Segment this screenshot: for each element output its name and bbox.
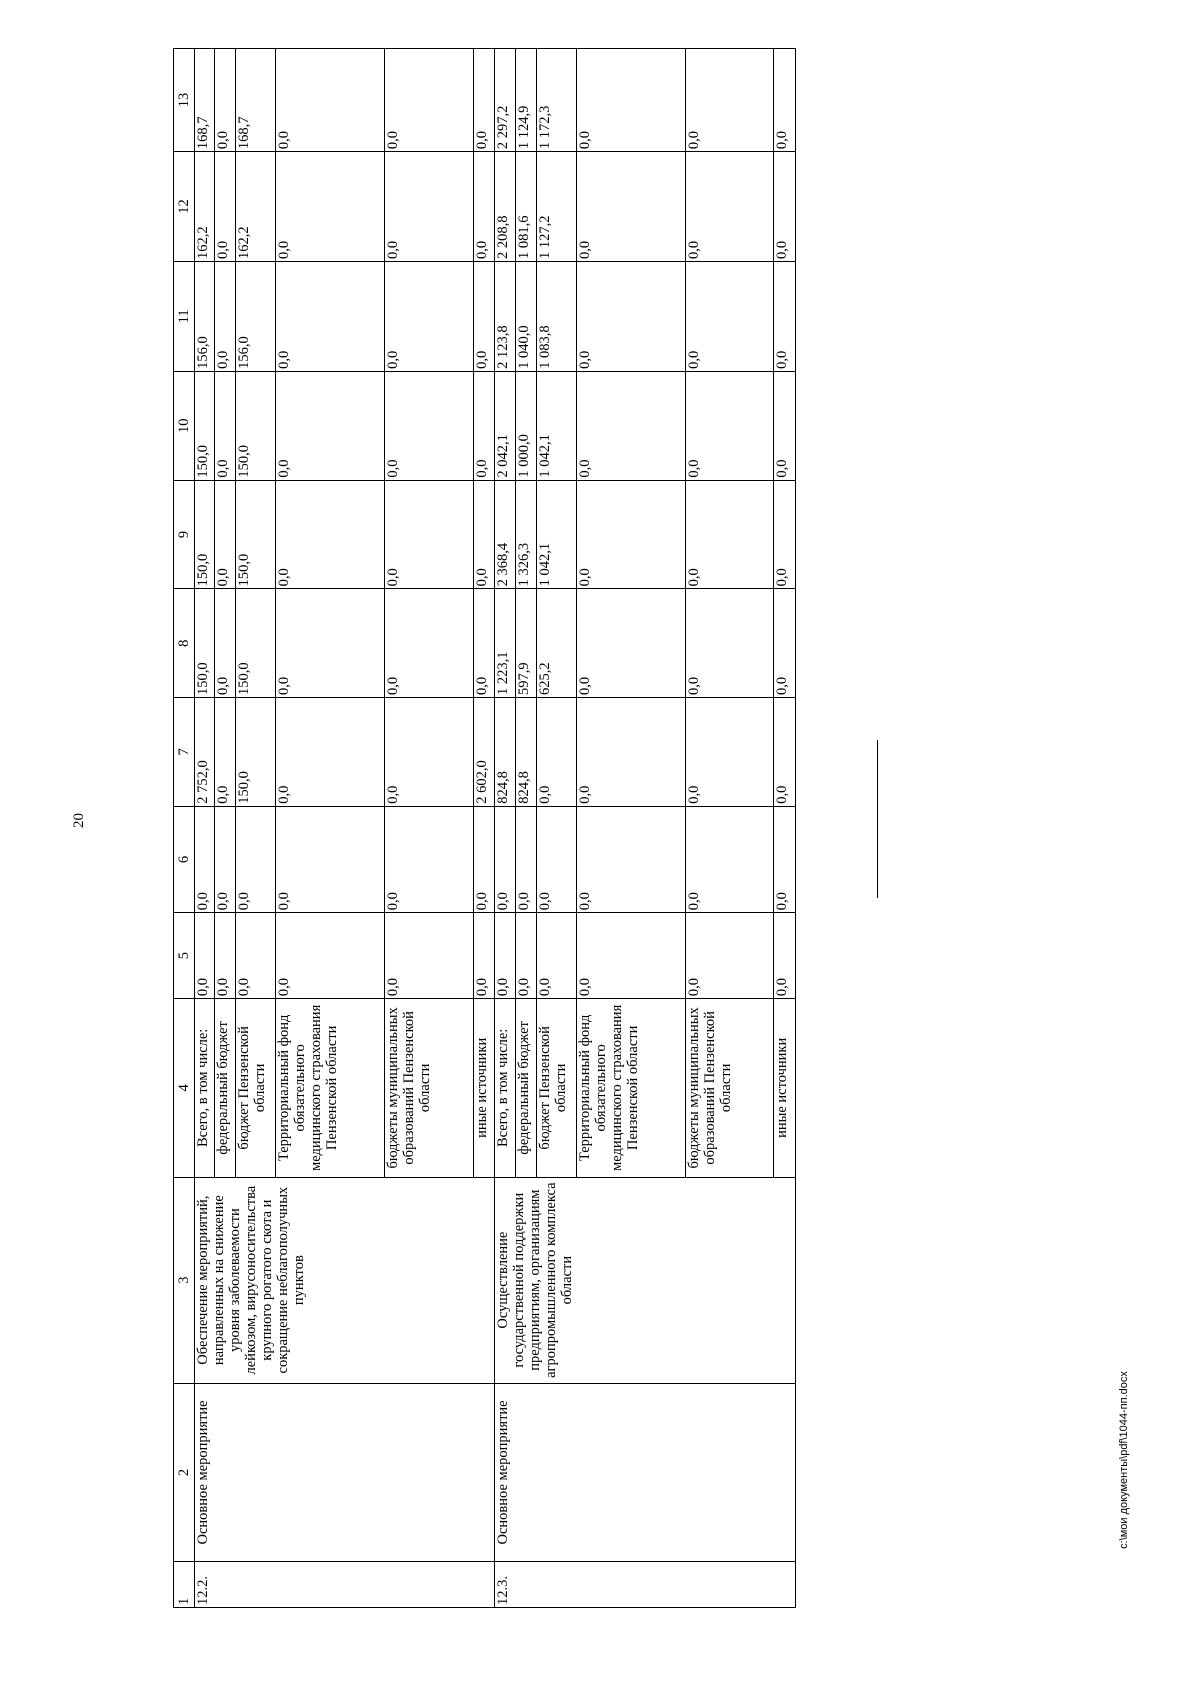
value-cell: 0,0 — [385, 589, 473, 698]
value-cell: 0,0 — [276, 480, 385, 589]
item-name: Осуществление государственной поддержки предприятиям, организациям агропромышленного комплекса области — [495, 1177, 796, 1383]
column-number-header: 3 — [174, 1177, 195, 1383]
column-number-header: 13 — [174, 49, 195, 152]
value-cell: 0,0 — [536, 806, 576, 912]
value-cell: 0,0 — [276, 371, 385, 480]
item-type: Основное мероприятие — [495, 1383, 796, 1562]
funding-source: бюджеты муниципальных образований Пензенской области — [385, 999, 473, 1178]
separator-line — [877, 740, 878, 898]
value-cell: 1 042,1 — [536, 480, 576, 589]
table-row — [194, 49, 215, 1608]
value-cell: 2 297,2 — [495, 49, 516, 152]
value-cell: 0,0 — [215, 480, 236, 589]
value-cell: 0,0 — [536, 913, 576, 999]
value-cell: 625,2 — [536, 589, 576, 698]
value-cell: 150,0 — [236, 371, 276, 480]
value-cell: 0,0 — [536, 698, 576, 807]
value-cell: 0,0 — [685, 49, 773, 152]
funding-source: иные источники — [774, 999, 796, 1178]
value-cell: 150,0 — [194, 371, 215, 480]
value-cell: 0,0 — [576, 261, 685, 371]
column-number-header: 12 — [174, 152, 195, 262]
column-number-header: 1 — [174, 1562, 195, 1608]
value-cell: 0,0 — [774, 261, 796, 371]
value-cell: 0,0 — [276, 589, 385, 698]
column-number-header: 10 — [174, 371, 195, 480]
value-cell: 0,0 — [194, 806, 215, 912]
value-cell: 0,0 — [774, 913, 796, 999]
value-cell: 0,0 — [473, 806, 495, 912]
value-cell: 1 042,1 — [536, 371, 576, 480]
value-cell: 0,0 — [774, 371, 796, 480]
column-number-header: 4 — [174, 999, 195, 1178]
value-cell: 0,0 — [385, 913, 473, 999]
value-cell: 0,0 — [473, 261, 495, 371]
value-cell: 0,0 — [685, 371, 773, 480]
row-number: 12.2. — [194, 1562, 495, 1608]
value-cell: 0,0 — [276, 806, 385, 912]
value-cell: 162,2 — [236, 152, 276, 262]
value-cell: 0,0 — [685, 152, 773, 262]
value-cell: 0,0 — [685, 806, 773, 912]
value-cell: 0,0 — [685, 913, 773, 999]
value-cell: 0,0 — [473, 152, 495, 262]
funding-source: Всего, в том числе: — [194, 999, 215, 1178]
value-cell: 168,7 — [236, 49, 276, 152]
value-cell: 0,0 — [194, 913, 215, 999]
value-cell: 0,0 — [276, 261, 385, 371]
value-cell: 0,0 — [774, 806, 796, 912]
value-cell: 0,0 — [515, 806, 536, 912]
value-cell: 0,0 — [385, 49, 473, 152]
value-cell: 1 040,0 — [515, 261, 536, 371]
funding-source: Всего, в том числе: — [495, 999, 516, 1178]
value-cell: 0,0 — [215, 589, 236, 698]
value-cell: 0,0 — [515, 913, 536, 999]
value-cell: 0,0 — [495, 913, 516, 999]
column-number-header: 6 — [174, 806, 195, 912]
value-cell: 1 223,1 — [495, 589, 516, 698]
value-cell: 2 368,4 — [495, 480, 516, 589]
funding-source: бюджет Пензенской области — [536, 999, 576, 1178]
value-cell: 0,0 — [385, 261, 473, 371]
value-cell: 0,0 — [276, 152, 385, 262]
value-cell: 0,0 — [385, 371, 473, 480]
value-cell: 0,0 — [385, 698, 473, 807]
value-cell: 156,0 — [194, 261, 215, 371]
value-cell: 2 042,1 — [495, 371, 516, 480]
column-number-header: 2 — [174, 1383, 195, 1562]
value-cell: 0,0 — [576, 589, 685, 698]
funding-source: бюджет Пензенской области — [236, 999, 276, 1178]
value-cell: 0,0 — [473, 589, 495, 698]
value-cell: 0,0 — [215, 261, 236, 371]
column-number-header: 5 — [174, 913, 195, 999]
value-cell: 0,0 — [576, 49, 685, 152]
value-cell: 0,0 — [473, 49, 495, 152]
value-cell: 824,8 — [495, 698, 516, 807]
value-cell: 150,0 — [236, 698, 276, 807]
value-cell: 0,0 — [576, 480, 685, 589]
value-cell: 0,0 — [215, 49, 236, 152]
column-number-header: 9 — [174, 480, 195, 589]
value-cell: 0,0 — [576, 806, 685, 912]
value-cell: 0,0 — [774, 698, 796, 807]
item-type: Основное мероприятие — [194, 1383, 495, 1562]
value-cell: 0,0 — [685, 589, 773, 698]
value-cell: 2 752,0 — [194, 698, 215, 807]
value-cell: 0,0 — [385, 806, 473, 912]
value-cell: 0,0 — [473, 913, 495, 999]
value-cell: 0,0 — [276, 913, 385, 999]
value-cell: 0,0 — [685, 261, 773, 371]
funding-source: федеральный бюджет — [215, 999, 236, 1178]
value-cell: 0,0 — [215, 152, 236, 262]
value-cell: 0,0 — [385, 480, 473, 589]
value-cell: 0,0 — [215, 913, 236, 999]
value-cell: 150,0 — [236, 480, 276, 589]
value-cell: 2 602,0 — [473, 698, 495, 807]
page-number: 20 — [71, 813, 87, 828]
program-table-wrapper — [173, 48, 796, 1608]
value-cell: 0,0 — [473, 371, 495, 480]
value-cell: 1 127,2 — [536, 152, 576, 262]
value-cell: 150,0 — [236, 589, 276, 698]
column-number-header: 11 — [174, 261, 195, 371]
value-cell: 0,0 — [473, 480, 495, 589]
value-cell: 0,0 — [576, 371, 685, 480]
row-number: 12.3. — [495, 1562, 796, 1608]
value-cell: 597,9 — [515, 589, 536, 698]
value-cell: 0,0 — [236, 913, 276, 999]
value-cell: 0,0 — [215, 371, 236, 480]
column-number-header: 8 — [174, 589, 195, 698]
value-cell: 0,0 — [495, 806, 516, 912]
value-cell: 1 172,3 — [536, 49, 576, 152]
value-cell: 0,0 — [236, 806, 276, 912]
value-cell: 150,0 — [194, 589, 215, 698]
value-cell: 0,0 — [215, 806, 236, 912]
value-cell: 1 326,3 — [515, 480, 536, 589]
value-cell: 0,0 — [576, 698, 685, 807]
value-cell: 1 083,8 — [536, 261, 576, 371]
footer-file-path: c:\мои документы\pdf\1044-пп.docx — [1118, 1371, 1130, 1549]
value-cell: 0,0 — [385, 152, 473, 262]
funding-source: Территориальный фонд обязательного медицинского страхования Пензенской области — [576, 999, 685, 1178]
column-number-header: 7 — [174, 698, 195, 807]
value-cell: 0,0 — [576, 913, 685, 999]
program-funding-table — [173, 48, 796, 1608]
value-cell: 0,0 — [685, 698, 773, 807]
value-cell: 0,0 — [774, 152, 796, 262]
value-cell: 2 208,8 — [495, 152, 516, 262]
value-cell: 0,0 — [774, 49, 796, 152]
funding-source: иные источники — [473, 999, 495, 1178]
value-cell: 0,0 — [576, 152, 685, 262]
value-cell: 1 124,9 — [515, 49, 536, 152]
value-cell: 0,0 — [276, 49, 385, 152]
value-cell: 162,2 — [194, 152, 215, 262]
value-cell: 0,0 — [774, 589, 796, 698]
funding-source: бюджеты муниципальных образований Пензенской области — [685, 999, 773, 1178]
value-cell: 824,8 — [515, 698, 536, 807]
funding-source: Территориальный фонд обязательного медицинского страхования Пензенской области — [276, 999, 385, 1178]
value-cell: 150,0 — [194, 480, 215, 589]
value-cell: 1 081,6 — [515, 152, 536, 262]
item-name: Обеспечение мероприятий, направленных на снижение уровня заболеваемости лейкозом, вирусоносительства крупного рогатого скота и сокращение неблагополучных пунктов — [194, 1177, 495, 1383]
value-cell: 156,0 — [236, 261, 276, 371]
funding-source: федеральный бюджет — [515, 999, 536, 1178]
value-cell: 0,0 — [215, 698, 236, 807]
header-row — [174, 49, 195, 1608]
value-cell: 2 123,8 — [495, 261, 516, 371]
value-cell: 0,0 — [685, 480, 773, 589]
value-cell: 0,0 — [276, 698, 385, 807]
value-cell: 168,7 — [194, 49, 215, 152]
value-cell: 1 000,0 — [515, 371, 536, 480]
value-cell: 0,0 — [774, 480, 796, 589]
table-row — [495, 49, 516, 1608]
